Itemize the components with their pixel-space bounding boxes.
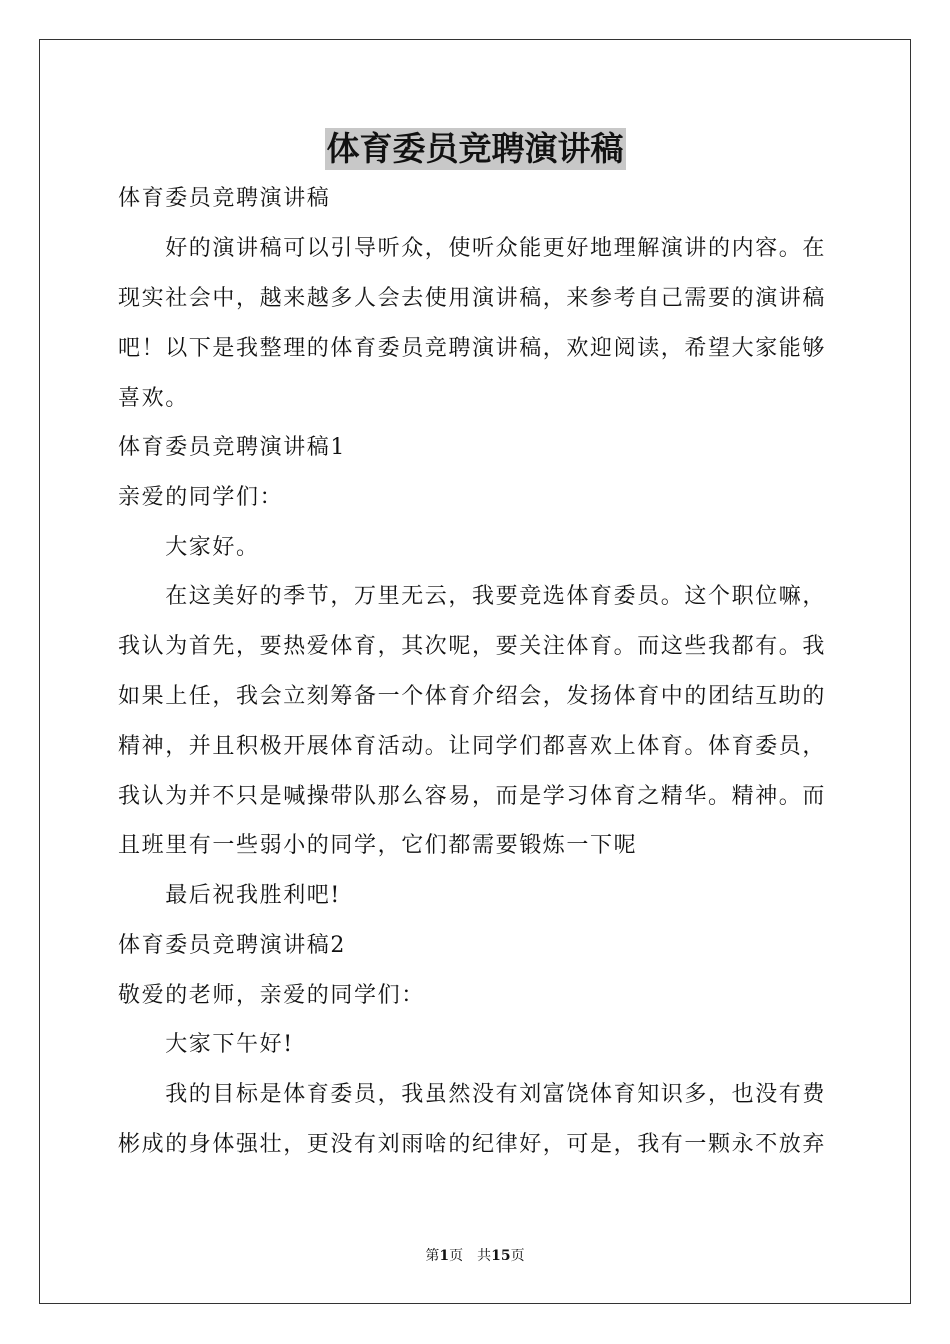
body-line: 在这美好的季节，万里无云，我要竞选体育委员。这个职位嘛， [118, 584, 827, 609]
title-wrap [0, 128, 950, 170]
section-heading: 体育委员竞聘演讲稿2 [118, 933, 346, 958]
body-line: 现实社会中，越来越多人会去使用演讲稿，来参考自己需要的演讲稿 [118, 286, 827, 311]
body-line: 我认为首先，要热爱体育，其次呢，要关注体育。而这些我都有。我 [118, 634, 827, 659]
page-frame [39, 39, 911, 1304]
footer-page-suffix: 页 共 [449, 1248, 492, 1264]
page-footer [0, 1246, 950, 1266]
body-line: 我认为并不只是喊操带队那么容易，而是学习体育之精华。精神。而 [118, 784, 827, 809]
body-line: 如果上任，我会立刻筹备一个体育介绍会，发扬体育中的团结互助的 [118, 684, 827, 709]
body-line: 吧！以下是我整理的体育委员竞聘演讲稿，欢迎阅读，希望大家能够 [118, 336, 827, 361]
salutation: 亲爱的同学们： [118, 485, 284, 510]
salutation: 敬爱的老师，亲爱的同学们： [118, 983, 425, 1008]
footer-total-pages: 15 [491, 1248, 511, 1264]
section-heading: 体育委员竞聘演讲稿1 [118, 435, 346, 460]
body-line: 精神，并且积极开展体育活动。让同学们都喜欢上体育。体育委员， [118, 734, 827, 759]
body-line: 我的目标是体育委员，我虽然没有刘富饶体育知识多，也没有费 [118, 1082, 827, 1107]
body-line: 好的演讲稿可以引导听众，使听众能更好地理解演讲的内容。在 [118, 236, 827, 261]
footer-page-prefix: 第 [425, 1248, 440, 1264]
body-line: 最后祝我胜利吧! [118, 883, 341, 908]
body-line: 彬成的身体强壮，更没有刘雨啥的纪律好，可是，我有一颗永不放弃 [118, 1132, 827, 1157]
footer-total-suffix: 页 [510, 1248, 525, 1264]
footer-page-number: 1 [439, 1248, 450, 1264]
body-line: 且班里有一些弱小的同学，它们都需要锻炼一下呢 [118, 833, 638, 858]
body-line: 体育委员竞聘演讲稿 [118, 186, 331, 211]
document-title: 体育委员竞聘演讲稿 [326, 129, 624, 168]
body-line: 大家好。 [118, 535, 260, 560]
body-line: 大家下午好! [118, 1032, 294, 1057]
body-line: 喜欢。 [118, 386, 189, 411]
